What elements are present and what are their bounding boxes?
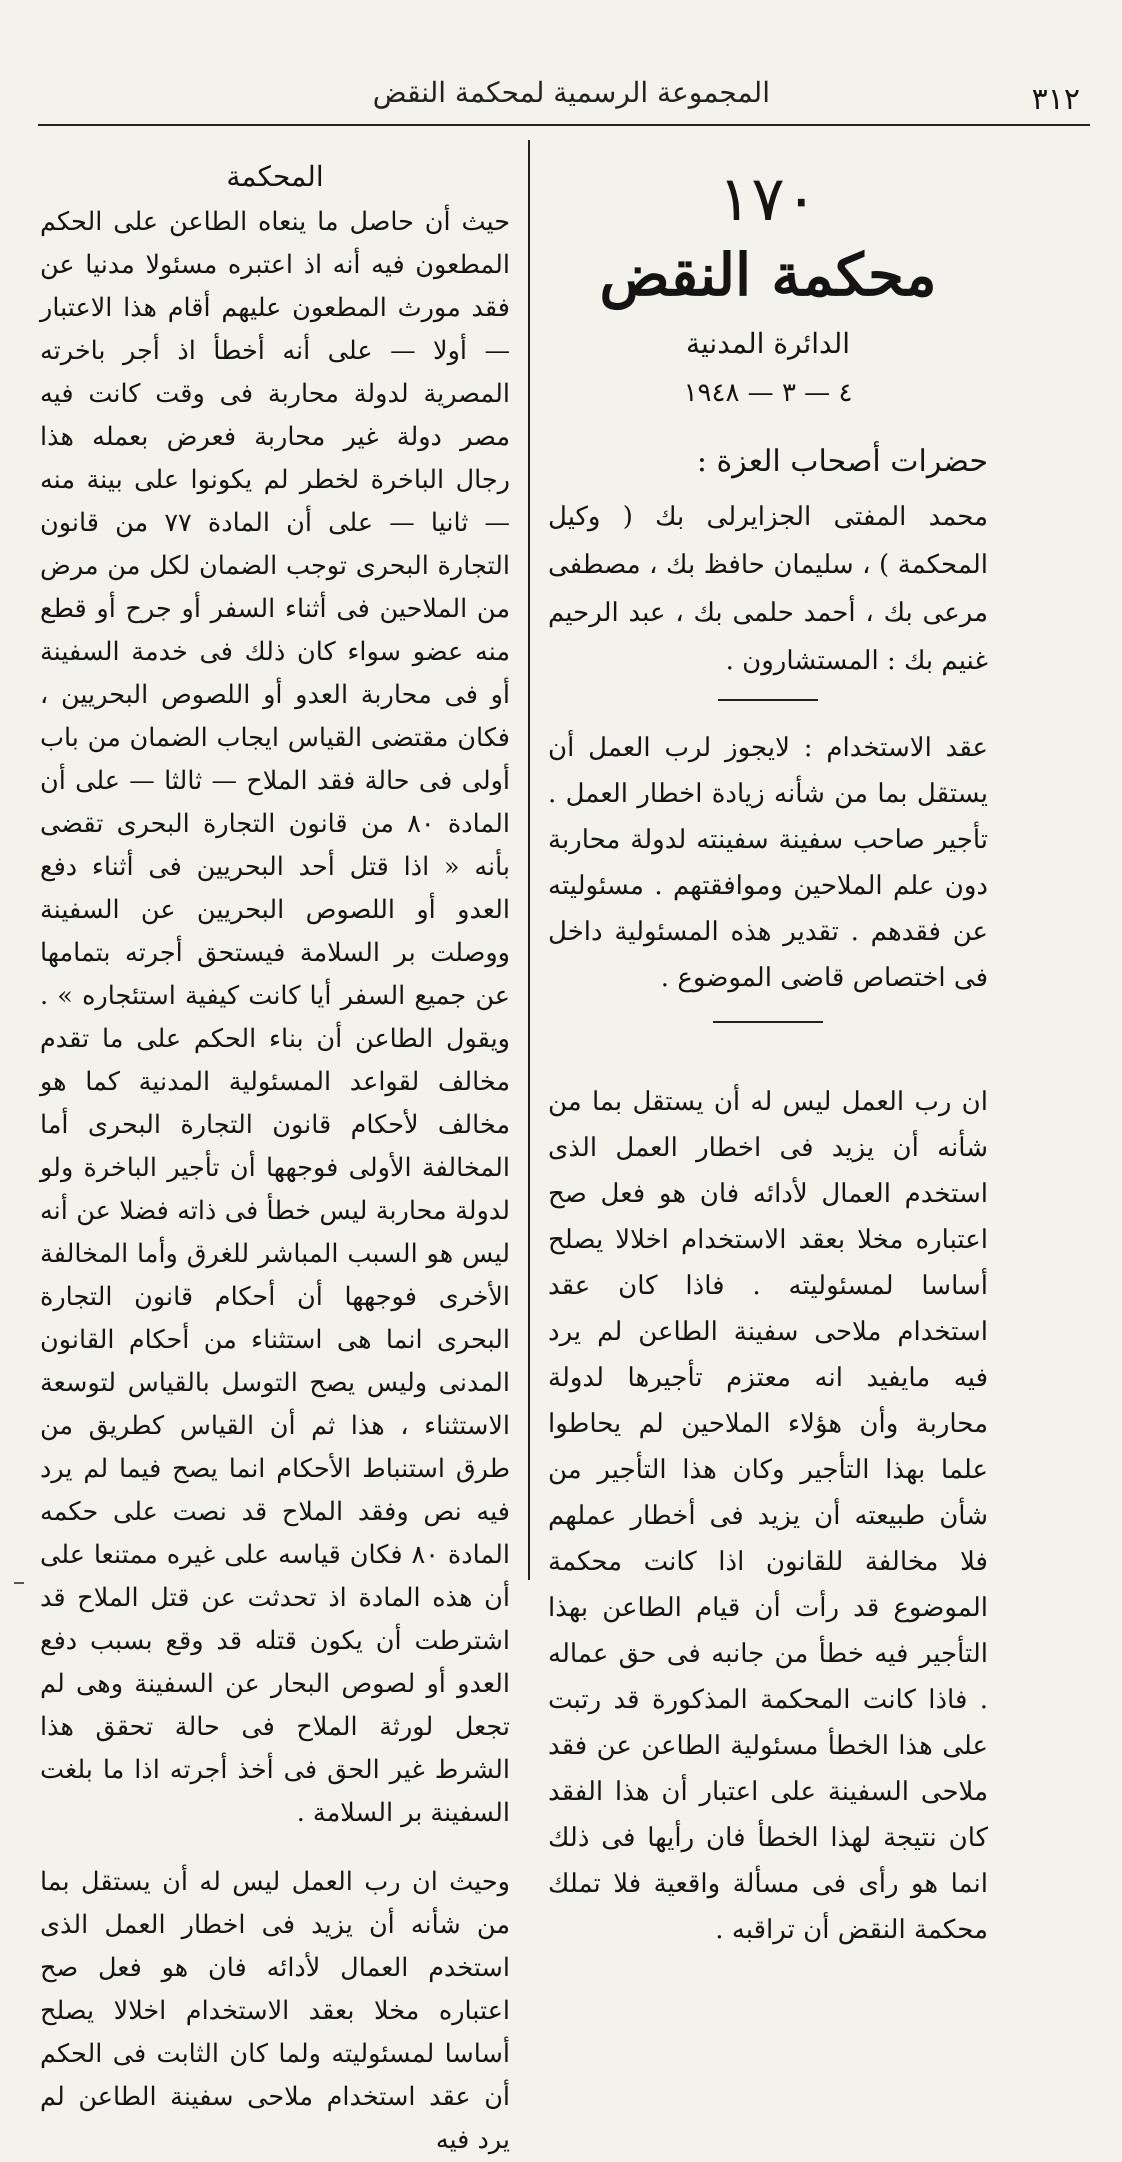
left-column [40,140,510,2162]
case-date: ٤ — ٣ — ١٩٤٨ [683,378,853,408]
ruling-paragraph-2: وحيث ان رب العمل ليس له أن يستقل بما من شأنه أن يزيد فى اخطار العمل الذى استخدم العمال لأدائه فان هو فعل صح اعتباره مخلا بعقد الاستخدام اخلالا يصلح أساسا لمسئوليته ولما كان الثابت فى الحكم أن عقد استخدام ملاحى سفينة الطاعن لم يرد فيه [40,1867,510,2155]
judges-list: محمد المفتى الجزايرلى بك ( وكيل المحكمة ) ، سليمان حافظ بك ، مصطفى مرعى بك ، أحمد حلمى بك ، عبد الرحيم غنيم بك : المستشارون . [548,502,988,676]
column-divider [528,140,530,1580]
running-title: المجموعة الرسمية لمحكمة النقض [372,76,770,109]
court-name: محكمة النقض [599,241,937,309]
presence-heading: حضرات أصحاب العزة : [696,444,988,479]
circuit-name: الدائرة المدنية [685,327,851,360]
section-heading: المحكمة [226,160,324,193]
ruling-paragraph-1: حيث أن حاصل ما ينعاه الطاعن على الحكم المطعون فيه أنه اذ اعتبره مسئولا مدنيا عن فقد مورث المطعون عليهم أقام هذا الاعتبار — أولا — على أنه أخطأ اذ أجر باخرته المصرية لدولة محاربة فى وقت كانت فيه مصر دولة غير محاربة فعرض بعمله هذا رجال الباخرة لخطر لم يكونوا على بينة منه — ثانيا — على أن المادة ٧٧ من قانون التجارة البحرى توجب الضمان لكل من مرض من الملاحين فى أثناء السفر أو جرح أو قطع منه عضو سواء كان ذلك فى خدمة السفينة أو فى محاربة العدو أو اللصوص البحريين ، فكان مقتضى القياس ايجاب الضمان من باب أولى فى حالة فقد الملاح — ثالثا — على أن المادة ٨٠ من قانون التجارة البحرى تقضى بأنه « اذا قتل أحد البحريين فى أثناء دفع العدو أو اللصوص البحريين عن السفينة ووصلت بر السلامة فيستحق أجرته بتمامها عن جميع السفر أيا كانت كيفية استئجاره » . ويقول الطاعن أن بناء الحكم على ما تقدم مخالف لقواعد المسئولية المدنية كما هو مخالف لأحكام قانون التجارة البحرى أما المخالفة الأولى فوجهها أن تأجير الباخرة ولو لدولة محاربة ليس خطأ فى ذاته فضلا عن أنه ليس هو السبب المباشر للغرق وأما المخالفة الأخرى فوجهها أن أحكام قانون التجارة البحرى انما هى استثناء من أحكام القانون المدنى وليس يصح التوسل بالقياس لتوسعة الاستثناء ، هذا ثم أن القياس كطريق من طرق استنباط الأحكام انما يصح فيما لم يرد فيه نص وفقد الملاح قد نصت على حكمه المادة ٨٠ فكان قياسه على غيره ممتنعا على أن هذه المادة اذ تحدثت عن قتل الملاح قد اشترطت أن يكون قتله قد وقع بسبب دفع العدو أو لصوص البحار عن السفينة وهى لم تجعل لورثة الملاح فى حالة تحقق هذا الشرط غير الحق فى أخذ أجرته اذا ما بلغت السفينة بر السلامة . [40,207,510,1828]
case-number: ١٧٠ [718,162,818,235]
page-header [40,76,1080,122]
page-number: ٣١٢ [1031,82,1080,117]
legal-principle: ان رب العمل ليس له أن يستقل بما من شأنه أن يزيد فى اخطار العمل الذى استخدم العمال لأدائه فان هو فعل صح اعتباره مخلا بعقد الاستخدام اخلالا يصلح أساسا لمسئوليته . فاذا كان عقد استخدام ملاحى سفينة الطاعن لم يرد فيه مايفيد انه معتزم تأجيرها لدولة محاربة وأن هؤلاء الملاحين لم يحاطوا علما بهذا التأجير وكان هذا التأجير من شأن طبيعته أن يزيد فى أخطار عملهم فلا مخالفة للقانون اذا كانت محكمة الموضوع قد رأت أن قيام الطاعن بهذا التأجير فيه خطأ من جانبه فى حق عماله . فاذا كانت المحكمة المذكورة قد رتبت على هذا الخطأ مسئولية الطاعن عن فقد ملاحى السفينة على اعتبار أن هذا الفقد كان نتيجة لهذا الخطأ فان رأيها فى ذلك انما هو رأى فى مسألة واقعية فلا تملك محكمة النقض أن تراقبه . [548,1087,988,1945]
divider-rule [718,699,818,701]
margin-mark [14,1582,24,1584]
header-rule [38,124,1090,126]
right-column [548,140,988,1953]
divider-rule [713,1021,823,1023]
headnote: عقد الاستخدام : لايجوز لرب العمل أن يستقل بما من شأنه زيادة اخطار العمل . تأجير صاحب سفينة سفينته لدولة محاربة دون علم الملاحين وموافقتهم . مسئوليته عن فقدهم . تقدير هذه المسئولية داخل فى اختصاص قاضى الموضوع . [548,733,988,993]
